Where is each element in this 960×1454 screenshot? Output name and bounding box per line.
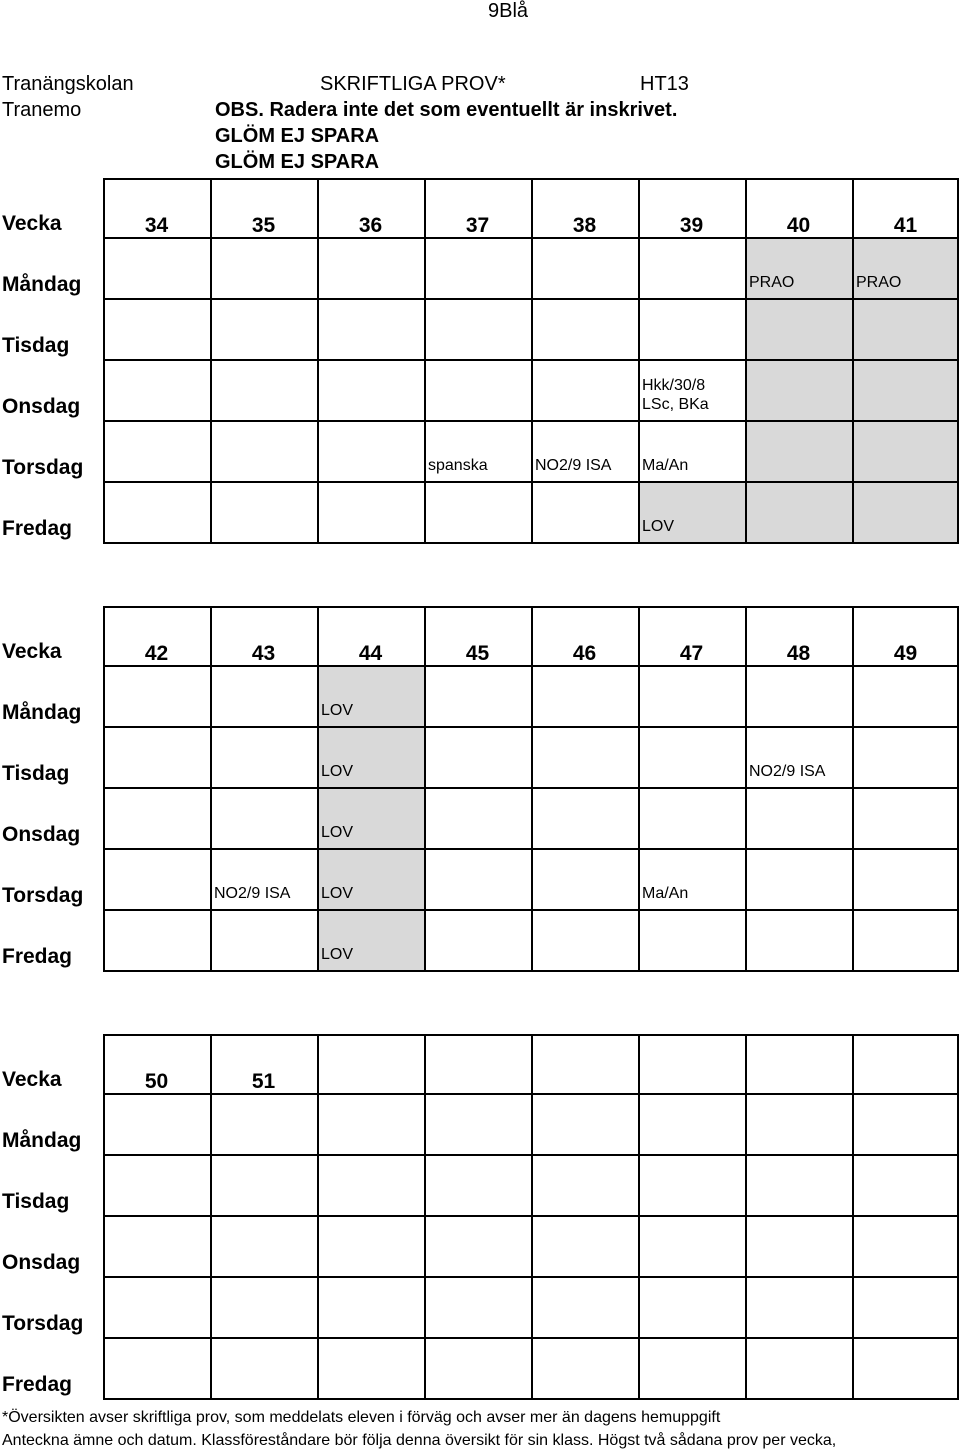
schedule-cell[interactable] [210,728,317,789]
schedule-cell[interactable] [103,789,210,850]
week-number: 47 [679,642,704,665]
schedule-cell[interactable] [852,728,959,789]
week-header-cell [638,1034,745,1095]
schedule-cell[interactable] [531,1095,638,1156]
schedule-cell[interactable] [103,300,210,361]
schedule-cell[interactable] [317,483,424,544]
week-label: Vecka [2,212,62,235]
schedule-cell[interactable] [424,1156,531,1217]
schedule-cell[interactable] [531,728,638,789]
cell-entry: NO2/9 ISA [214,884,291,902]
schedule-cell[interactable] [210,300,317,361]
schedule-cell[interactable] [424,300,531,361]
week-number: 49 [893,642,918,665]
week-header-cell [852,606,959,667]
schedule-cell[interactable] [745,911,852,972]
week-header-cell [424,606,531,667]
week-number: 46 [572,642,597,665]
page-title: SKRIFTLIGA PROV* [320,73,506,95]
schedule-cell[interactable] [424,1339,531,1400]
schedule-cell[interactable] [210,1095,317,1156]
schedule-cell[interactable] [424,728,531,789]
week-header-cell [424,1034,531,1095]
schedule-cell[interactable] [638,1217,745,1278]
week-header-cell [638,178,745,239]
schedule-cell[interactable] [531,667,638,728]
week-header-cell [424,178,531,239]
cell-entry: PRAO [856,273,902,291]
cell-entry: LOV [321,701,354,719]
schedule-cell[interactable] [531,850,638,911]
schedule-cell[interactable] [638,728,745,789]
schedule-cell[interactable] [103,483,210,544]
schedule-cell[interactable] [745,1278,852,1339]
schedule-cell[interactable] [317,667,424,728]
schedule-cell[interactable] [531,422,638,483]
day-label: Fredag [2,1373,73,1396]
schedule-cell[interactable] [317,1217,424,1278]
schedule-cell[interactable] [103,911,210,972]
schedule-cell[interactable] [852,483,959,544]
schedule-cell[interactable] [852,1339,959,1400]
schedule-cell[interactable] [852,239,959,300]
week-number: 51 [251,1070,276,1093]
cell-entry: NO2/9 ISA [749,762,826,780]
footnote-2: Anteckna ämne och datum. Klassföreståndare bör följa denna översikt för sin klass. Högst två sådana prov per vecka, [2,1432,837,1449]
week-label: Vecka [2,640,62,663]
term: HT13 [640,73,689,95]
week-header-cell [531,178,638,239]
week-number: 40 [786,214,811,237]
day-label: Torsdag [2,456,84,479]
schedule-cell[interactable] [317,850,424,911]
schedule-cell[interactable] [317,1339,424,1400]
reminder-2: GLÖM EJ SPARA [215,151,380,173]
week-header-cell [103,178,210,239]
cell-entry: Hkk/30/8 LSc, BKa [642,376,709,413]
schedule-cell[interactable] [745,1217,852,1278]
schedule-cell[interactable] [210,1339,317,1400]
schedule-cell[interactable] [531,789,638,850]
schedule-cell[interactable] [745,728,852,789]
schedule-cell[interactable] [745,483,852,544]
schedule-cell[interactable] [852,850,959,911]
week-header-cell [745,1034,852,1095]
week-header-cell [317,178,424,239]
schedule-cell[interactable] [638,239,745,300]
schedule-cell[interactable] [103,850,210,911]
schedule-cell[interactable] [424,1278,531,1339]
week-number: 37 [465,214,490,237]
week-header-cell [317,1034,424,1095]
day-label: Tisdag [2,1190,70,1213]
schedule-cell[interactable] [424,361,531,422]
reminder-1: GLÖM EJ SPARA [215,125,380,147]
schedule-cell[interactable] [852,300,959,361]
schedule-cell[interactable] [531,1339,638,1400]
schedule-cell[interactable] [531,1217,638,1278]
week-header-cell [531,1034,638,1095]
schedule-cell[interactable] [638,911,745,972]
day-label: Onsdag [2,823,81,846]
schedule-cell[interactable] [531,300,638,361]
day-label: Tisdag [2,334,70,357]
day-label: Torsdag [2,1312,84,1335]
week-number: 48 [786,642,811,665]
schedule-cell[interactable] [852,667,959,728]
schedule-cell[interactable] [852,911,959,972]
schedule-cell[interactable] [638,483,745,544]
week-number: 45 [465,642,490,665]
schedule-cell[interactable] [317,728,424,789]
cell-entry: LOV [321,884,354,902]
day-label: Fredag [2,517,73,540]
schedule-cell[interactable] [638,300,745,361]
week-header-cell [638,606,745,667]
schedule-cell[interactable] [638,422,745,483]
schedule-cell[interactable] [317,911,424,972]
schedule-cell[interactable] [317,1278,424,1339]
week-header-cell [745,178,852,239]
week-header-cell [852,1034,959,1095]
school-name: Tranängskolan [2,73,134,95]
schedule-cell[interactable] [745,422,852,483]
week-header-cell [745,606,852,667]
schedule-cell[interactable] [424,850,531,911]
schedule-cell[interactable] [317,1095,424,1156]
day-label: Måndag [2,1129,82,1152]
schedule-cell[interactable] [103,1156,210,1217]
week-header-cell [531,606,638,667]
week-number: 41 [893,214,918,237]
week-number: 34 [144,214,169,237]
schedule-cell[interactable] [638,1278,745,1339]
schedule-cell[interactable] [424,1217,531,1278]
schedule-cell[interactable] [424,483,531,544]
schedule-cell[interactable] [852,1278,959,1339]
day-label: Onsdag [2,395,81,418]
week-number: 43 [251,642,276,665]
day-label: Tisdag [2,762,70,785]
schedule-cell[interactable] [745,239,852,300]
schedule-cell[interactable] [638,667,745,728]
week-header-cell [210,178,317,239]
schedule-cell[interactable] [531,1278,638,1339]
schedule-cell[interactable] [638,789,745,850]
schedule-cell[interactable] [317,422,424,483]
schedule-cell[interactable] [210,911,317,972]
schedule-cell[interactable] [103,239,210,300]
schedule-cell[interactable] [745,1156,852,1217]
schedule-cell[interactable] [852,422,959,483]
cell-entry: Ma/An [642,884,689,902]
schedule-cell[interactable] [745,361,852,422]
schedule-cell[interactable] [103,422,210,483]
cell-entry: PRAO [749,273,795,291]
schedule-cell[interactable] [210,1156,317,1217]
cell-entry: spanska [428,456,488,474]
cell-entry: LOV [321,762,354,780]
day-label: Torsdag [2,884,84,907]
schedule-cell[interactable] [210,789,317,850]
schedule-cell[interactable] [210,1217,317,1278]
week-header-cell [317,606,424,667]
schedule-cell[interactable] [317,789,424,850]
schedule-cell[interactable] [103,1339,210,1400]
cell-entry: NO2/9 ISA [535,456,612,474]
week-number: 42 [144,642,169,665]
week-header-cell [210,1034,317,1095]
schedule-cell[interactable] [103,361,210,422]
week-header-cell [210,606,317,667]
schedule-cell[interactable] [424,422,531,483]
town-name: Tranemo [2,99,82,121]
notice: OBS. Radera inte det som eventuellt är inskrivet. [215,99,678,121]
schedule-cell[interactable] [638,1095,745,1156]
schedule-cell[interactable] [424,239,531,300]
schedule-cell[interactable] [745,850,852,911]
schedule-cell[interactable] [638,1339,745,1400]
schedule-cell[interactable] [103,667,210,728]
schedule-cell[interactable] [745,667,852,728]
week-number: 38 [572,214,597,237]
schedule-cell[interactable] [638,850,745,911]
schedule-cell[interactable] [745,1095,852,1156]
schedule-cell[interactable] [852,1156,959,1217]
week-header-cell [852,178,959,239]
schedule-cell[interactable] [852,361,959,422]
schedule-cell[interactable] [531,1156,638,1217]
cell-entry: LOV [321,945,354,963]
schedule-cell[interactable] [852,1095,959,1156]
footnote-1: *Översikten avser skriftliga prov, som meddelats eleven i förväg och avser mer än dagens hemuppgift [2,1409,721,1426]
schedule-cell[interactable] [317,1156,424,1217]
schedule-cell[interactable] [210,850,317,911]
cell-entry: Ma/An [642,456,689,474]
schedule-cell[interactable] [210,361,317,422]
schedule-cell[interactable] [103,728,210,789]
schedule-cell[interactable] [745,300,852,361]
day-label: Måndag [2,273,82,296]
schedule-cell[interactable] [531,911,638,972]
schedule-cell[interactable] [103,1217,210,1278]
day-label: Måndag [2,701,82,724]
schedule-cell[interactable] [852,789,959,850]
week-number: 50 [144,1070,169,1093]
schedule-cell[interactable] [424,667,531,728]
week-header-cell [103,606,210,667]
schedule-cell[interactable] [317,239,424,300]
schedule-cell[interactable] [210,483,317,544]
schedule-cell[interactable] [531,361,638,422]
schedule-cell[interactable] [531,239,638,300]
week-header-cell [103,1034,210,1095]
schedule-cell[interactable] [424,1095,531,1156]
schedule-cell[interactable] [103,1095,210,1156]
week-label: Vecka [2,1068,62,1091]
cell-entry: LOV [321,823,354,841]
week-number: 44 [358,642,383,665]
cell-entry: LOV [642,517,675,535]
day-label: Fredag [2,945,73,968]
week-number: 39 [679,214,704,237]
week-number: 36 [358,214,383,237]
schedule-cell[interactable] [103,1278,210,1339]
week-number: 35 [251,214,276,237]
schedule-cell[interactable] [531,483,638,544]
schedule-cell[interactable] [424,911,531,972]
day-label: Onsdag [2,1251,81,1274]
schedule-cell[interactable] [424,789,531,850]
schedule-cell[interactable] [745,1339,852,1400]
schedule-cell[interactable] [210,1278,317,1339]
schedule-cell[interactable] [210,239,317,300]
schedule-cell[interactable] [638,361,745,422]
schedule-cell[interactable] [638,1156,745,1217]
schedule-cell[interactable] [852,1217,959,1278]
schedule-cell[interactable] [210,422,317,483]
schedule-cell[interactable] [745,789,852,850]
schedule-cell[interactable] [317,361,424,422]
schedule-cell[interactable] [317,300,424,361]
schedule-cell[interactable] [210,667,317,728]
class-code: 9Blå [488,0,529,22]
